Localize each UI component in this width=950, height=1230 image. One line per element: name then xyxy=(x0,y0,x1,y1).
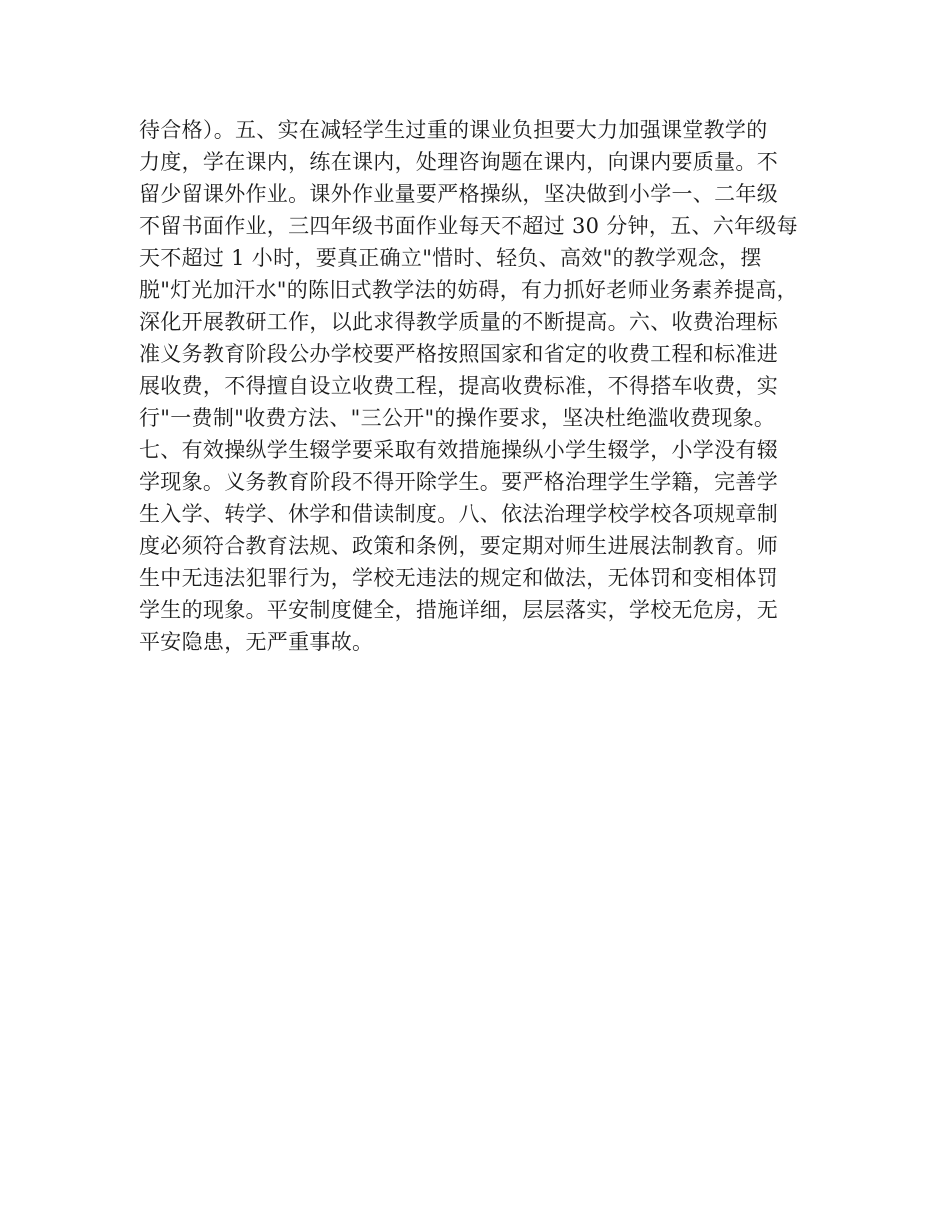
text-line: 力度，学在课内，练在课内，处理咨询题在课内，向课内要质量。不 xyxy=(139,150,778,174)
text-line: 脱"灯光加汗水"的陈旧式教学法的妨碍，有力抓好老师业务素养提高， xyxy=(139,278,798,302)
text-line: 学现象。义务教育阶段不得开除学生。要严格治理学生学籍，完善学 xyxy=(139,470,778,494)
text-line: 深化开展教研工作，以此求得教学质量的不断提高。六、收费治理标 xyxy=(139,310,778,334)
text-line: 生入学、转学、休学和借读制度。八、依法治理学校学校各项规章制 xyxy=(139,502,778,526)
text-line: 天不超过 1 小时，要真正确立"惜时、轻负、高效"的教学观念，摆 xyxy=(139,246,762,270)
text-line: 展收费，不得擅自设立收费工程，提高收费标准，不得搭车收费，实 xyxy=(139,374,778,398)
text-line: 不留书面作业，三四年级书面作业每天不超过 30 分钟，五、六年级每 xyxy=(139,214,798,238)
text-line: 七、有效操纵学生辍学要采取有效措施操纵小学生辍学，小学没有辍 xyxy=(139,438,778,462)
text-line: 学生的现象。平安制度健全，措施详细，层层落实，学校无危房，无 xyxy=(139,598,778,622)
body-text xyxy=(139,114,839,658)
text-line: 生中无违法犯罪行为，学校无违法的规定和做法，无体罚和变相体罚 xyxy=(139,566,778,590)
text-line: 准义务教育阶段公办学校要严格按照国家和省定的收费工程和标准进 xyxy=(139,342,778,366)
text-line: 行"一费制"收费方法、"三公开"的操作要求，坚决杜绝滥收费现象。 xyxy=(139,406,776,430)
text-line: 留少留课外作业。课外作业量要严格操纵，坚决做到小学一、二年级 xyxy=(139,182,778,206)
text-line: 平安隐患，无严重事故。 xyxy=(139,630,374,654)
text-line: 度必须符合教育法规、政策和条例，要定期对师生进展法制教育。师 xyxy=(139,534,778,558)
text-line: 待合格）。五、实在减轻学生过重的课业负担要大力加强课堂教学的 xyxy=(139,118,768,142)
